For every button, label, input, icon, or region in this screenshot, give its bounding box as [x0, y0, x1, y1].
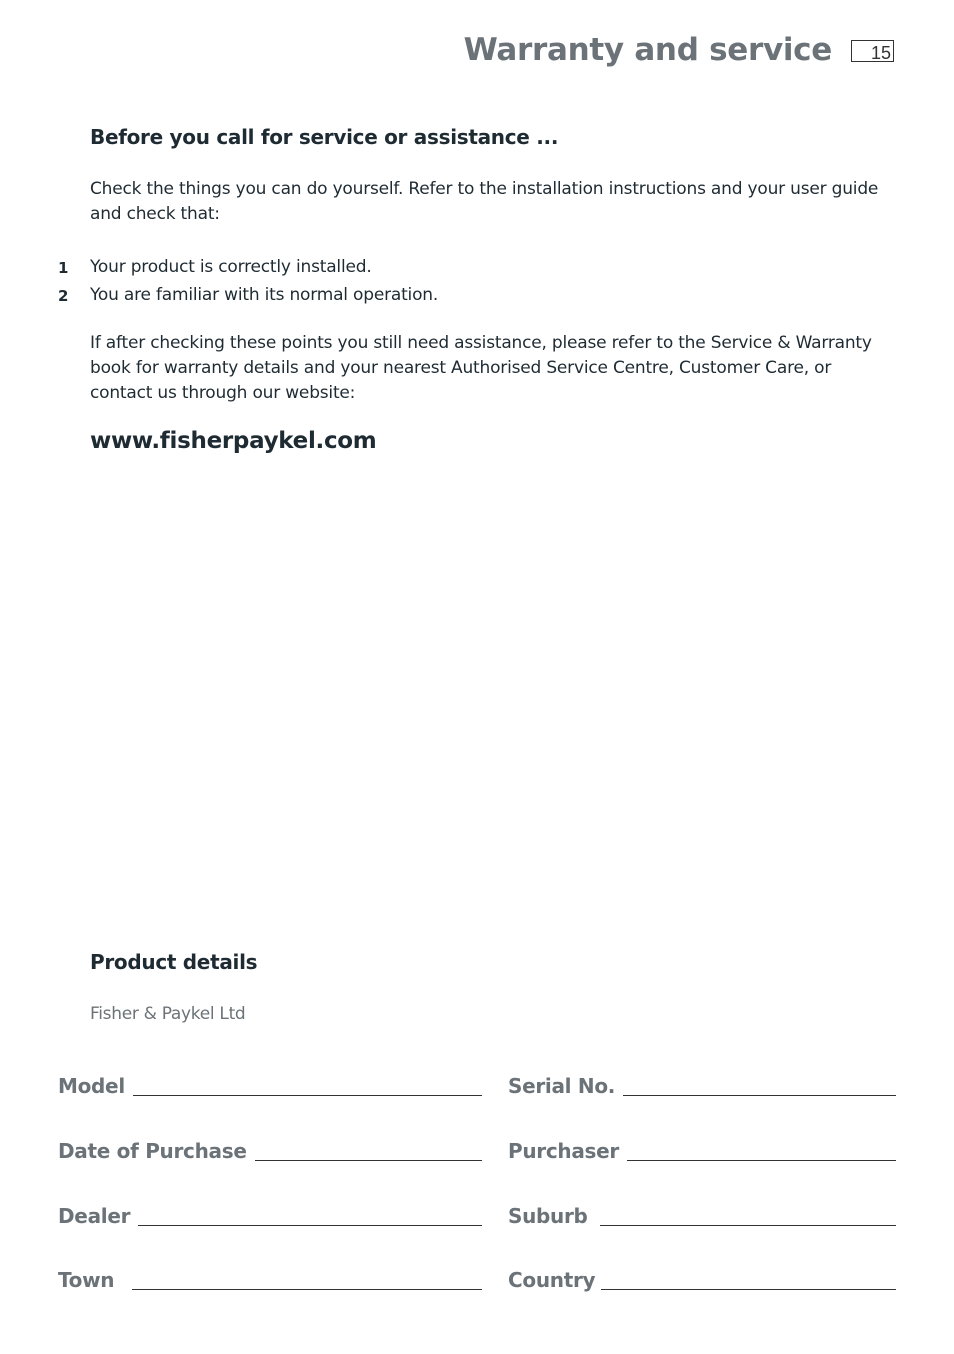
country-label: Country — [508, 1268, 596, 1292]
checklist-item: You are familiar with its normal operation. — [90, 285, 439, 305]
purchaser-line[interactable] — [627, 1159, 896, 1161]
model-field — [58, 1074, 482, 1098]
service-intro: Check the things you can do yourself. Refer to the installation instructions and your user guide and check that: — [90, 179, 879, 224]
page-title: Warranty and service — [463, 32, 832, 68]
model-label: Model — [58, 1074, 125, 1098]
company-name: Fisher & Paykel Ltd — [90, 1004, 246, 1024]
dealer-field — [58, 1204, 482, 1228]
town-label: Town — [58, 1268, 115, 1292]
dealer-line[interactable] — [138, 1224, 482, 1226]
model-line[interactable] — [133, 1094, 482, 1096]
serial-field — [508, 1074, 896, 1098]
dealer-label: Dealer — [58, 1204, 131, 1228]
checklist-number: 1 — [58, 259, 69, 277]
date-of-purchase-field — [58, 1139, 482, 1163]
country-field — [508, 1268, 896, 1292]
purchaser-field — [508, 1139, 896, 1163]
town-line[interactable] — [132, 1288, 482, 1290]
country-line[interactable] — [601, 1288, 896, 1290]
suburb-field — [508, 1204, 896, 1228]
service-followup: If after checking these points you still need assistance, please refer to the Service & Warranty book for warranty details and your nearest Authorised Service Centre, Customer Care, or contact us through our website: — [90, 333, 872, 403]
serial-label: Serial No. — [508, 1074, 616, 1098]
town-field — [58, 1268, 482, 1292]
website-link[interactable]: www.fisherpaykel.com — [90, 428, 377, 454]
date-of-purchase-line[interactable] — [255, 1159, 482, 1161]
serial-line[interactable] — [623, 1094, 896, 1096]
suburb-line[interactable] — [600, 1224, 896, 1226]
page-number: 15 — [851, 40, 894, 62]
checklist-number: 2 — [58, 287, 69, 305]
checklist-item: Your product is correctly installed. — [90, 257, 372, 277]
suburb-label: Suburb — [508, 1204, 588, 1228]
service-heading: Before you call for service or assistance ... — [90, 125, 559, 149]
date-of-purchase-label: Date of Purchase — [58, 1139, 247, 1163]
product-details-heading: Product details — [90, 950, 258, 974]
purchaser-label: Purchaser — [508, 1139, 619, 1163]
